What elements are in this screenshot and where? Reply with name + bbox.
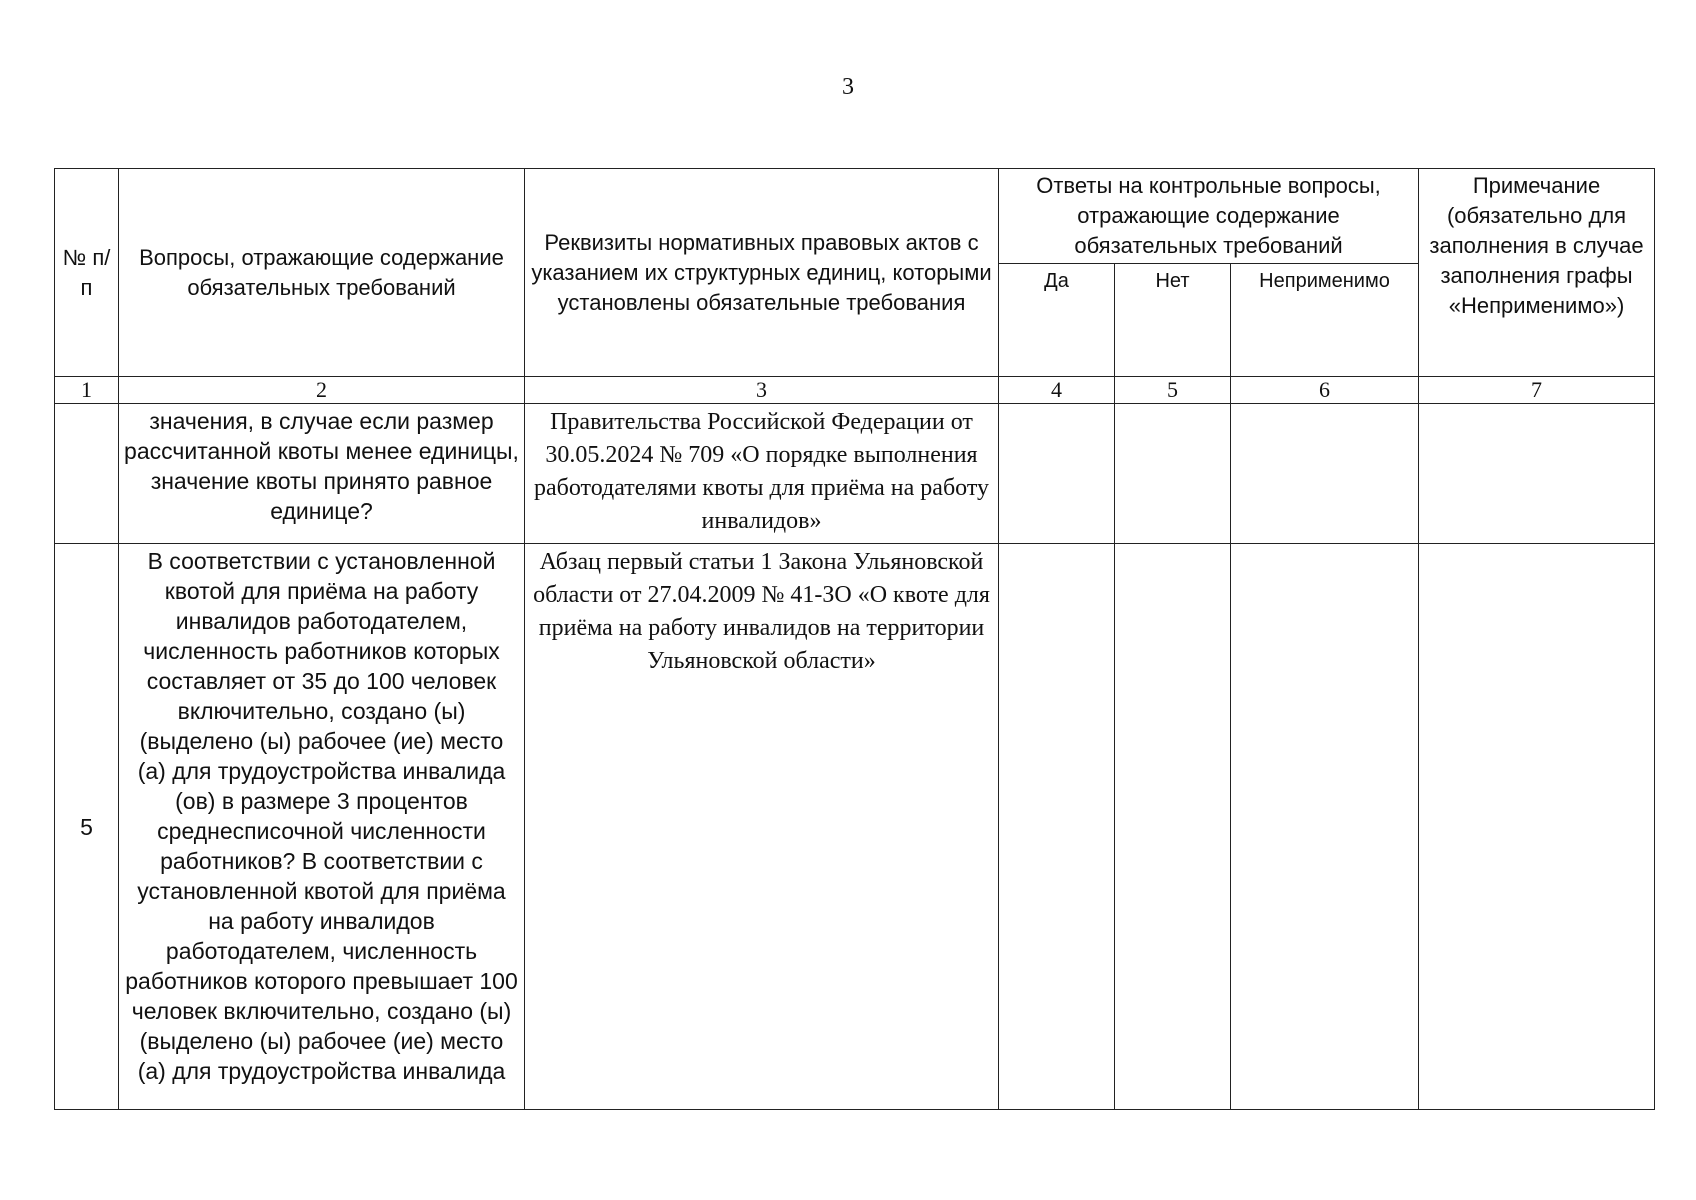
header-col-na: Неприменимо (1231, 264, 1419, 377)
header-col-requisites: Реквизиты нормативных правовых актов с указанием их структурных единиц, которыми установлены обязательные требования (525, 169, 999, 377)
column-number: 4 (999, 377, 1115, 404)
header-col-yes: Да (999, 264, 1115, 377)
table-row (55, 404, 1655, 544)
header-col-no: Нет (1115, 264, 1231, 377)
note-cell[interactable] (1419, 404, 1655, 544)
answer-no-cell[interactable] (1115, 544, 1231, 1110)
checklist-table-container (54, 168, 1654, 1110)
answer-na-cell[interactable] (1231, 404, 1419, 544)
row-number: 5 (55, 544, 119, 1110)
header-row (55, 169, 1655, 264)
answer-yes-cell[interactable] (999, 404, 1115, 544)
column-number-row (55, 377, 1655, 404)
header-col-num: № п/п (55, 169, 119, 377)
header-col-questions: Вопросы, отражающие содержание обязательных требований (119, 169, 525, 377)
row-question: В соответствии с установленной квотой для приёма на работу инвалидов работодателем, численность работников которых составляет от 35 до 100 человек включительно, создано (ы) (выделено (ы) рабочее (ие) место (а) для трудоустройства инвалида (ов) в размере 3 процентов среднесписочной численности работников? В соответствии с установленной квотой для приёма на работу инвалидов работодателем, численность работников которого превышает 100 человек включительно, создано (ы) (выделено (ы) рабочее (ие) место (а) для трудоустройства инвалида (119, 544, 525, 1110)
column-number: 7 (1419, 377, 1655, 404)
row-number (55, 404, 119, 544)
table-row (55, 544, 1655, 1110)
row-requisites: Правительства Российской Федерации от 30.05.2024 № 709 «О порядке выполнения работодателями квоты для приёма на работу инвалидов» (525, 404, 999, 544)
column-number: 1 (55, 377, 119, 404)
answer-no-cell[interactable] (1115, 404, 1231, 544)
column-number: 3 (525, 377, 999, 404)
column-number: 5 (1115, 377, 1231, 404)
row-requisites: Абзац первый статьи 1 Закона Ульяновской области от 27.04.2009 № 41-ЗО «О квоте для приёма на работу инвалидов на территории Ульяновской области» (525, 544, 999, 1110)
column-number: 2 (119, 377, 525, 404)
header-col-answers: Ответы на контрольные вопросы, отражающие содержание обязательных требований (999, 169, 1419, 264)
answer-na-cell[interactable] (1231, 544, 1419, 1110)
answer-yes-cell[interactable] (999, 544, 1115, 1110)
column-number: 6 (1231, 377, 1419, 404)
row-question: значения, в случае если размер рассчитанной квоты менее единицы, значение квоты принято равное единице? (119, 404, 525, 544)
note-cell[interactable] (1419, 544, 1655, 1110)
checklist-table (54, 168, 1655, 1110)
header-col-note: Примечание (обязательно для заполнения в случае заполнения графы «Неприменимо») (1419, 169, 1655, 377)
page-number: 3 (842, 74, 854, 100)
